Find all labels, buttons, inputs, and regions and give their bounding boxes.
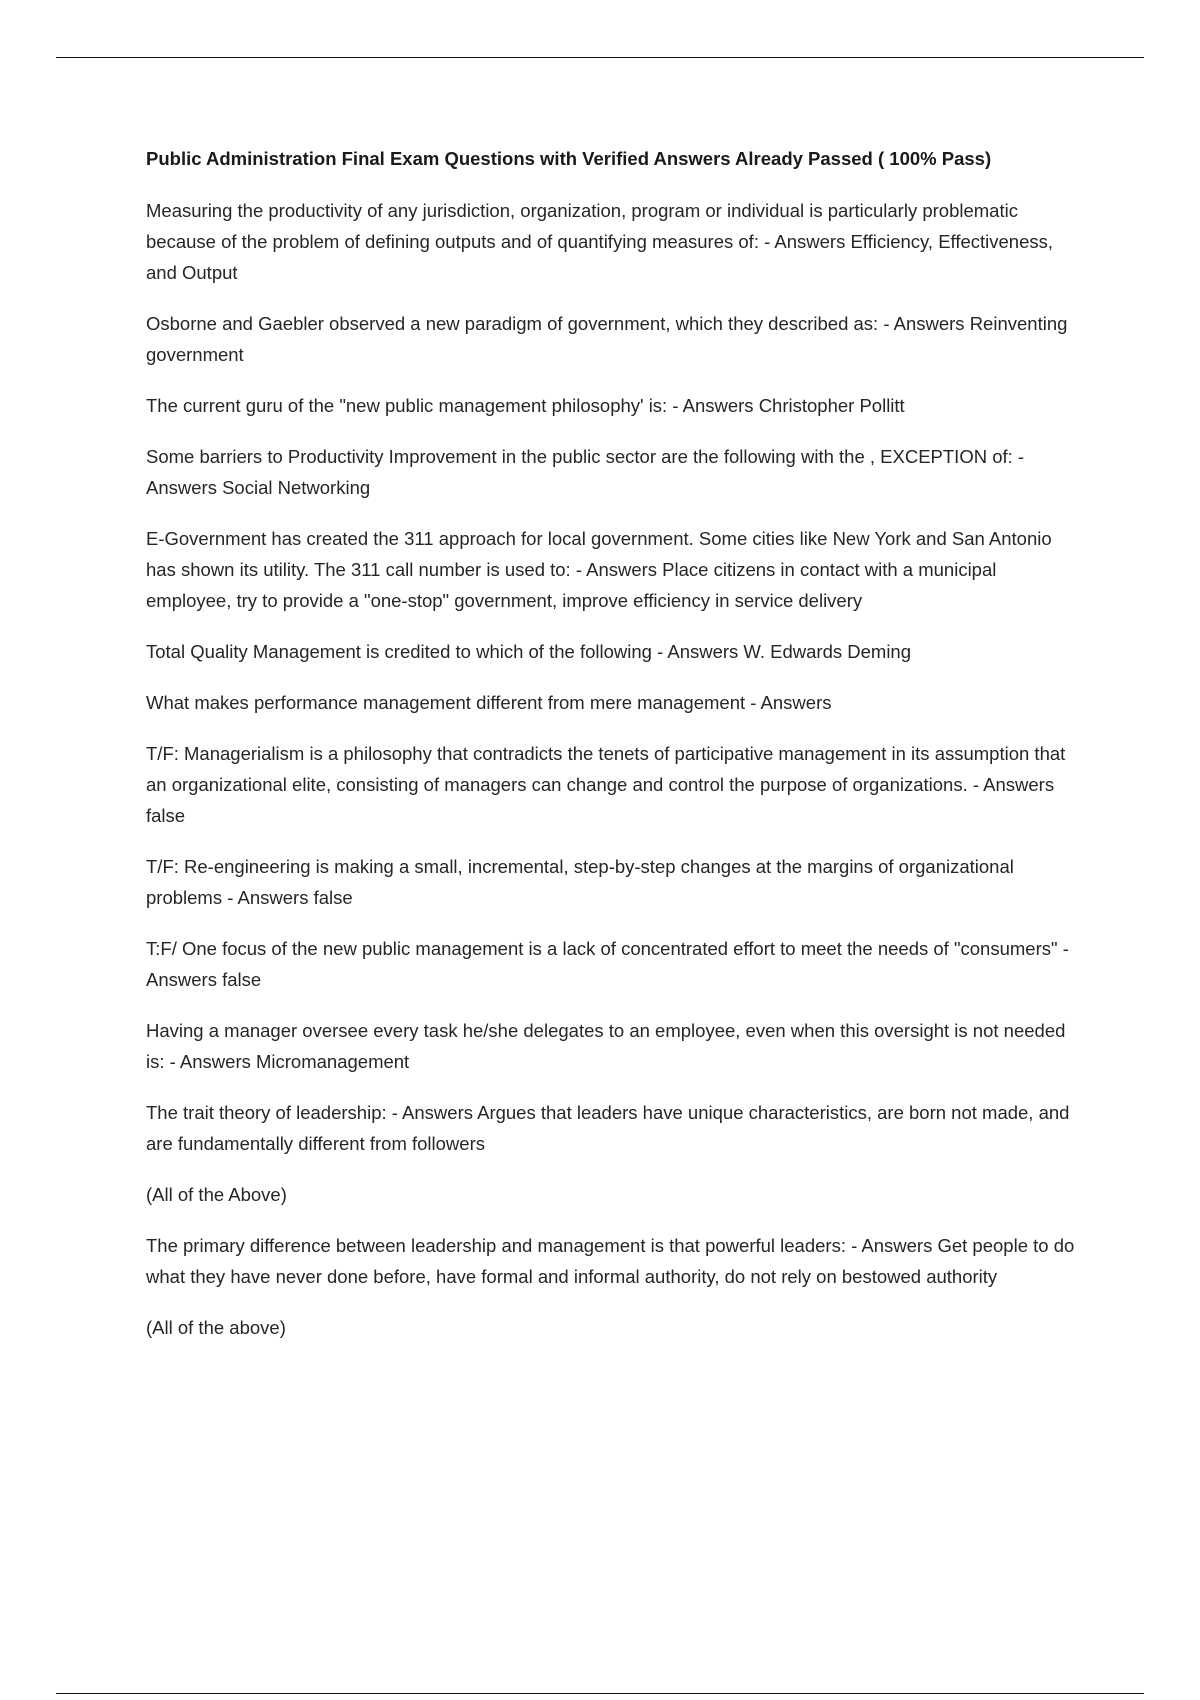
question-paragraph-6: Total Quality Management is credited to which of the following - Answers W. Edwards Deming [146,641,912,662]
question-paragraph-9: T/F: Re-engineering is making a small, incremental, step-by-step changes at the margins of organizational problems - Answers false [146,856,1014,908]
question-paragraph-8: T/F: Managerialism is a philosophy that contradicts the tenets of participative management in its assumption that an organizational elite, consisting of managers can change and control the purpose of organizations. - Answers false [146,743,1066,826]
question-paragraph-2: Osborne and Gaebler observed a new paradigm of government, which they described as: - Answers Reinventing government [146,313,1068,365]
question-paragraph-4: Some barriers to Productivity Improvement in the public sector are the following with the , EXCEPTION of: - Answers Social Networking [146,446,1025,498]
question-paragraph-5: E-Government has created the 311 approach for local government. Some cities like New York and San Antonio has shown its utility. The 311 call number is used to: - Answers Place citizens in contact with a municipal employee, try to provide a "one-stop" government, improve efficiency in service delivery [146,528,1052,611]
header-rule [56,57,1144,58]
question-paragraph-13: The primary difference between leadership and management is that powerful leaders: - Answers Get people to do what they have never done before, have formal and informal authority, do not rely on bestowed authority [146,1235,1075,1287]
answer-note-paragraph-2: (All of the above) [146,1317,286,1338]
question-paragraph-10: T:F/ One focus of the new public management is a lack of concentrated effort to meet the needs of "consumers" - Answers false [146,938,1069,990]
question-paragraph-1: Measuring the productivity of any jurisdiction, organization, program or individual is particularly problematic because of the problem of defining outputs and of quantifying measures of: - Answers Efficiency, Effectiveness, and Output [146,200,1054,283]
answer-note-paragraph: (All of the Above) [146,1184,287,1205]
footer-rule [56,1693,1144,1694]
document-title: Public Administration Final Exam Questions with Verified Answers Already Passed ( 100% Pass) [146,148,992,169]
question-paragraph-7: What makes performance management different from mere management - Answers [146,692,832,713]
question-paragraph-11: Having a manager oversee every task he/she delegates to an employee, even when this oversight is not needed is: - Answers Micromanagement [146,1020,1066,1072]
question-paragraph-12: The trait theory of leadership: - Answers Argues that leaders have unique characteristics, are born not made, and are fundamentally different from followers [146,1102,1070,1154]
document-body [146,145,1086,1363]
question-paragraph-3: The current guru of the "new public management philosophy' is: - Answers Christopher Pollitt [146,395,905,416]
